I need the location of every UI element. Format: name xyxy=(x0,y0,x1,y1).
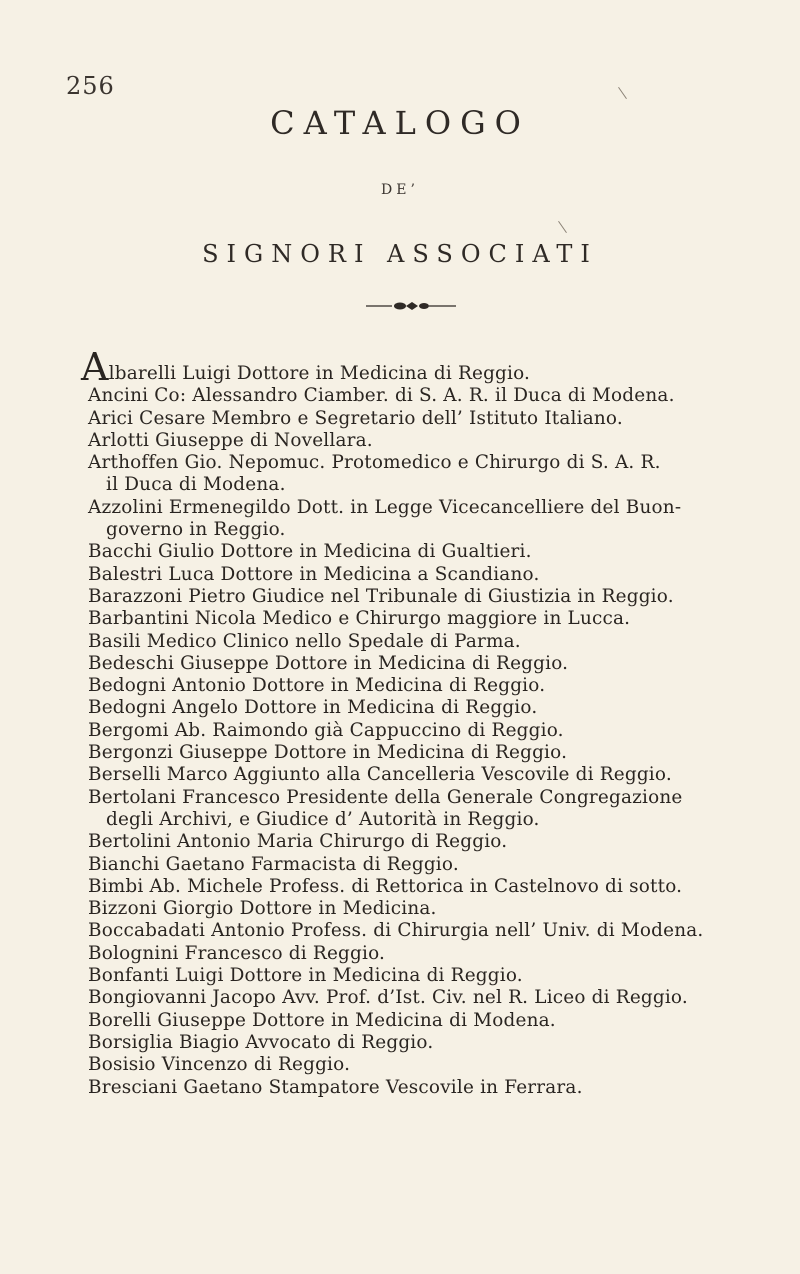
entry-text: Bertolani Francesco Presidente della Generale Congregazione xyxy=(88,786,683,808)
entry-text: Bergomi Ab. Raimondo già Cappuccino di Reggio. xyxy=(88,719,564,741)
list-item xyxy=(88,876,768,898)
list-item xyxy=(88,965,768,987)
list-item xyxy=(88,675,768,697)
list-item xyxy=(88,697,768,719)
entry-continuation: degli Archivi, e Giudice d’ Autorità in Reggio. xyxy=(106,808,540,830)
list-item xyxy=(81,345,768,389)
entry-text: Arthoffen Gio. Nepomuc. Protomedico e Chirurgo di S. A. R. xyxy=(88,452,661,474)
list-item xyxy=(88,987,768,1009)
entry-text: Bimbi Ab. Michele Profess. di Rettorica in Castelnovo di sotto. xyxy=(88,875,683,897)
entry-text: lbarelli Luigi Dottore in Medicina di Reggio. xyxy=(108,363,531,384)
list-item xyxy=(88,831,768,853)
stray-mark xyxy=(618,87,627,99)
drop-cap: A xyxy=(81,345,109,389)
entry-continuation: il Duca di Modena. xyxy=(106,474,286,496)
entry-text: Arlotti Giuseppe di Novellara. xyxy=(88,429,373,451)
entry-text: Barbantini Nicola Medico e Chirurgo maggiore in Lucca. xyxy=(88,608,631,630)
ornament-divider xyxy=(366,300,456,312)
associates-list xyxy=(81,345,768,1099)
list-item xyxy=(88,1010,768,1032)
entry-text: Bacchi Giulio Dottore in Medicina di Gualtieri. xyxy=(88,541,532,563)
entry-text: Bongiovanni Jacopo Avv. Prof. d’Ist. Civ. nel R. Liceo di Reggio. xyxy=(88,987,688,1009)
entry-text: Boccabadati Antonio Profess. di Chirurgia nell’ Univ. di Modena. xyxy=(88,920,704,942)
entry-text: Bedogni Antonio Dottore in Medicina di Reggio. xyxy=(88,675,546,697)
list-item xyxy=(88,943,768,965)
entry-text: Bergonzi Giuseppe Dottore in Medicina di Reggio. xyxy=(88,742,568,764)
entry-text: Bianchi Gaetano Farmacista di Reggio. xyxy=(88,853,459,875)
entry-text: Bolognini Francesco di Reggio. xyxy=(88,942,386,964)
list-item xyxy=(88,608,768,630)
subtitle-prefix: DE’ xyxy=(381,182,419,198)
list-item xyxy=(88,564,768,586)
list-item xyxy=(88,408,768,430)
stray-mark xyxy=(558,221,567,233)
list-item xyxy=(88,1054,768,1076)
page-subtitle: SIGNORI ASSOCIATI xyxy=(202,240,598,268)
entry-text: Bedeschi Giuseppe Dottore in Medicina di Reggio. xyxy=(88,652,569,674)
entry-text: Ancini Co: Alessandro Ciamber. di S. A. R. il Duca di Modena. xyxy=(88,385,675,407)
entry-text: Basili Medico Clinico nello Spedale di Parma. xyxy=(88,630,521,652)
list-item xyxy=(88,497,768,542)
list-item xyxy=(88,742,768,764)
list-item xyxy=(88,452,768,497)
entry-text: Bedogni Angelo Dottore in Medicina di Reggio. xyxy=(88,697,538,719)
entry-text: Balestri Luca Dottore in Medicina a Scandiano. xyxy=(88,563,540,585)
list-item xyxy=(88,898,768,920)
entry-continuation: governo in Reggio. xyxy=(106,519,286,541)
entry-text: Bosisio Vincenzo di Reggio. xyxy=(88,1054,351,1076)
list-item xyxy=(88,764,768,786)
entry-text: Borsiglia Biagio Avvocato di Reggio. xyxy=(88,1031,434,1053)
entry-text: Bresciani Gaetano Stampatore Vescovile in Ferrara. xyxy=(88,1076,583,1098)
list-item xyxy=(88,653,768,675)
entry-text: Berselli Marco Aggiunto alla Cancelleria Vescovile di Reggio. xyxy=(88,764,672,786)
entry-text: Bertolini Antonio Maria Chirurgo di Reggio. xyxy=(88,831,508,853)
entry-text: Borelli Giuseppe Dottore in Medicina di Modena. xyxy=(88,1009,556,1031)
list-item xyxy=(88,854,768,876)
entry-text: Azzolini Ermenegildo Dott. in Legge Vicecancelliere del Buon- xyxy=(88,496,682,518)
list-item xyxy=(88,430,768,452)
list-item xyxy=(88,1077,768,1099)
entry-text: Bizzoni Giorgio Dottore in Medicina. xyxy=(88,898,437,920)
list-item xyxy=(88,541,768,563)
list-item xyxy=(88,631,768,653)
list-item xyxy=(88,1032,768,1054)
entry-text: Bonfanti Luigi Dottore in Medicina di Reggio. xyxy=(88,965,523,987)
list-item xyxy=(88,586,768,608)
list-item xyxy=(88,920,768,942)
list-item xyxy=(88,787,768,832)
page-title: CATALOGO xyxy=(270,104,530,142)
entry-text: Barazzoni Pietro Giudice nel Tribunale di Giustizia in Reggio. xyxy=(88,585,674,607)
list-item xyxy=(88,385,768,407)
entry-text: Arici Cesare Membro e Segretario dell’ Istituto Italiano. xyxy=(88,407,623,429)
page-number: 256 xyxy=(66,72,115,100)
list-item xyxy=(88,720,768,742)
